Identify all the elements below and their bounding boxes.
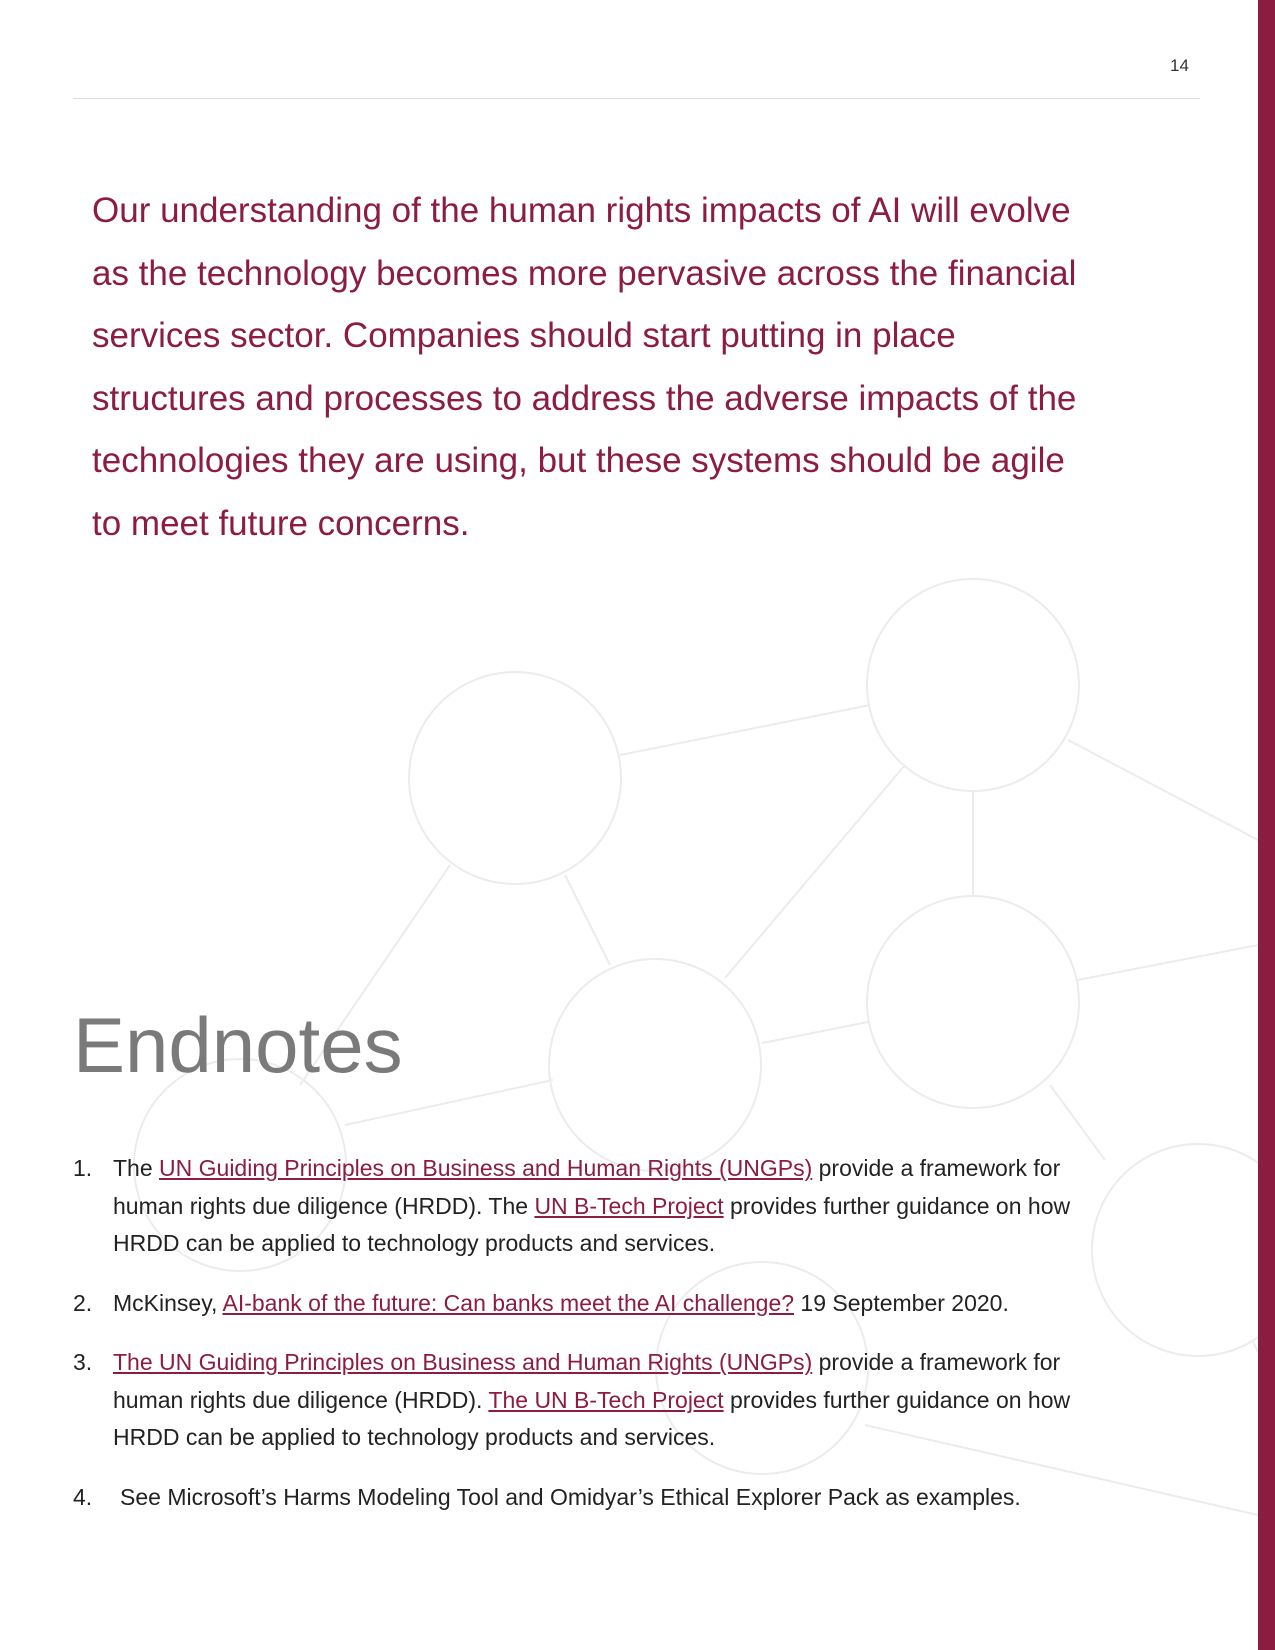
endnote-text: See Microsoft’s Harms Modeling Tool and Omidyar’s Ethical Explorer Pack as examples.	[120, 1483, 1021, 1510]
ungps-link[interactable]: The UN Guiding Principles on Business and Human Rights (UNGPs)	[113, 1349, 813, 1375]
endnote-text: The	[113, 1155, 160, 1181]
endnote-text: 19 September 2020.	[794, 1289, 1009, 1316]
mckinsey-article-link[interactable]: AI-bank of the future: Can banks meet the AI challenge?	[222, 1289, 795, 1316]
endnote-number: 4.	[73, 1483, 93, 1510]
network-line	[565, 875, 610, 965]
network-line	[1068, 740, 1258, 840]
endnote-item	[73, 1150, 1123, 1263]
ungps-link[interactable]: UN Guiding Principles on Business and Human Rights (UNGPs)	[159, 1155, 813, 1181]
endnote-number: 2.	[73, 1289, 93, 1316]
endnote-number: 3.	[73, 1349, 93, 1375]
endnotes-heading: Endnotes	[73, 1001, 403, 1089]
b-tech-project-link[interactable]: UN B-Tech Project	[534, 1192, 724, 1219]
network-line	[725, 765, 905, 978]
endnote-number: 1.	[73, 1155, 93, 1181]
accent-side-bar	[1258, 0, 1275, 1650]
b-tech-project-link[interactable]: The UN B-Tech Project	[488, 1386, 724, 1413]
endnote-text: McKinsey,	[113, 1289, 223, 1316]
endnote-item	[73, 1285, 1123, 1323]
endnotes-list	[73, 1150, 1123, 1538]
network-node	[867, 896, 1079, 1108]
network-line	[1050, 1085, 1105, 1160]
endnote-item	[73, 1344, 1123, 1457]
page-number: 14	[1170, 56, 1189, 75]
endnote-text: provide a framework for human rights due diligence (HRDD). The	[113, 1155, 1061, 1219]
endnote-text: provide a framework for human rights due diligence (HRDD).	[113, 1349, 1061, 1413]
endnote-text: provides further guidance on how HRDD can be applied to technology products and services.	[113, 1192, 1071, 1256]
network-line	[620, 705, 870, 755]
endnote-item	[73, 1479, 1123, 1517]
network-node	[409, 672, 621, 884]
endnote-text: provides further guidance on how HRDD can be applied to technology products and services.	[113, 1386, 1071, 1450]
pull-quote: Our understanding of the human rights impacts of AI will evolve as the technology becomes more pervasive across the financial services sector. Companies should start putting in place structures and processes to address the adverse impacts of the technologies they are using, but these systems should be agile to meet future concerns.	[92, 191, 1077, 543]
network-line	[762, 1022, 868, 1043]
network-node	[549, 959, 761, 1171]
network-node	[867, 579, 1079, 791]
network-line	[1078, 945, 1258, 980]
